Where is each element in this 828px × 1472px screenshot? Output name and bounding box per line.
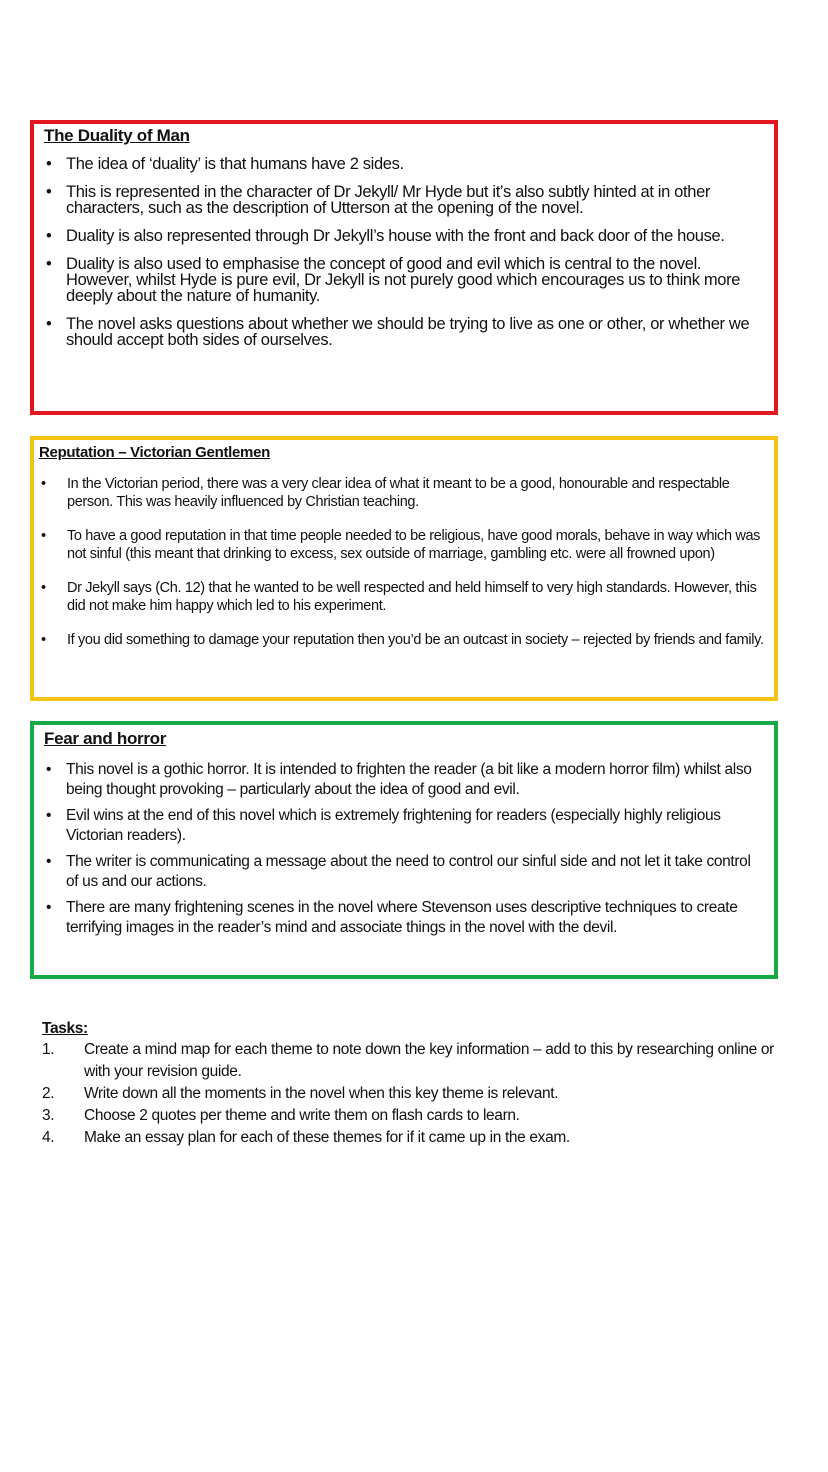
list-item: • The writer is communicating a message about the need to control our sinful side and not let it take control of us and our actions. xyxy=(46,853,751,890)
section-title: The Duality of Man xyxy=(44,126,190,145)
list-item: • Duality is also used to emphasise the concept of good and evil which is central to the novel. However, whilst Hyde is pure evil, Dr Jekyll is not purely good which encourages us to think more deeply about the nature of humanity. xyxy=(46,255,741,305)
bullet-icon: • xyxy=(46,853,52,870)
bullet-icon: • xyxy=(46,899,52,916)
list-item: • The novel asks questions about whether we should be trying to live as one or other, or whether we should accept both sides of ourselves. xyxy=(46,315,750,349)
list-item: • To have a good reputation in that time people needed to be religious, have good morals, behave in way which was not sinful (this meant that drinking to excess, sex outside of marriage, gambling etc. were all frowned upon) xyxy=(41,528,761,562)
bullet-icon: • xyxy=(46,155,52,173)
bullet-icon: • xyxy=(46,255,52,273)
list-item: • In the Victorian period, there was a very clear idea of what it meant to be a good, honourable and respectable person. This was heavily influenced by Christian teaching. xyxy=(41,476,730,510)
tasks-title: Tasks: xyxy=(42,1020,88,1037)
bullet-list xyxy=(44,156,764,348)
bullet-icon: • xyxy=(46,227,52,245)
section-title: Reputation – Victorian Gentlemen xyxy=(39,444,271,461)
bullet-icon: • xyxy=(41,528,46,544)
task-item: 1. Create a mind map for each theme to note down the key information – add to this by researching online or with your revision guide. xyxy=(42,1041,774,1080)
list-item: • Dr Jekyll says (Ch. 12) that he wanted to be well respected and held himself to very high standards. However, this did not make him happy which led to his experiment. xyxy=(41,580,757,614)
task-item: 3. Choose 2 quotes per theme and write them on flash cards to learn. xyxy=(42,1107,520,1124)
tasks-section xyxy=(42,1019,782,1149)
bullet-icon: • xyxy=(46,315,52,333)
list-item: • There are many frightening scenes in the novel where Stevenson uses descriptive techniques to create terrifying images in the reader’s mind and associate things in the novel with the devil. xyxy=(46,899,738,936)
list-item: • This novel is a gothic horror. It is intended to frighten the reader (a bit like a modern horror film) whilst also being thought provoking – particularly about the idea of good and evil. xyxy=(46,761,752,798)
bullet-icon: • xyxy=(41,580,46,596)
list-item: • Evil wins at the end of this novel which is extremely frightening for readers (especially highly religious Victorian readers). xyxy=(46,807,721,844)
reputation-section xyxy=(30,436,778,701)
section-title: Fear and horror xyxy=(44,729,167,748)
task-item: 2. Write down all the moments in the novel when this key theme is relevant. xyxy=(42,1085,559,1102)
bullet-icon: • xyxy=(41,476,46,492)
list-item: • The idea of ‘duality’ is that humans have 2 sides. xyxy=(46,155,404,173)
bullet-icon: • xyxy=(41,632,46,648)
list-item: • If you did something to damage your reputation then you’d be an outcast in society – rejected by friends and family. xyxy=(41,632,764,648)
list-item: • This is represented in the character of Dr Jekyll/ Mr Hyde but it’s also subtly hinted at in other characters, such as the description of Utterson at the opening of the novel. xyxy=(46,183,711,217)
bullet-list xyxy=(39,475,769,649)
bullet-icon: • xyxy=(46,761,52,778)
bullet-list xyxy=(44,760,764,938)
list-item: • Duality is also represented through Dr Jekyll’s house with the front and back door of the house. xyxy=(46,227,725,245)
fear-and-horror-section xyxy=(30,721,778,979)
duality-of-man-section xyxy=(30,120,778,415)
task-item: 4. Make an essay plan for each of these themes for if it came up in the exam. xyxy=(42,1129,570,1146)
bullet-icon: • xyxy=(46,807,52,824)
bullet-icon: • xyxy=(46,183,52,201)
tasks-list xyxy=(42,1039,782,1149)
